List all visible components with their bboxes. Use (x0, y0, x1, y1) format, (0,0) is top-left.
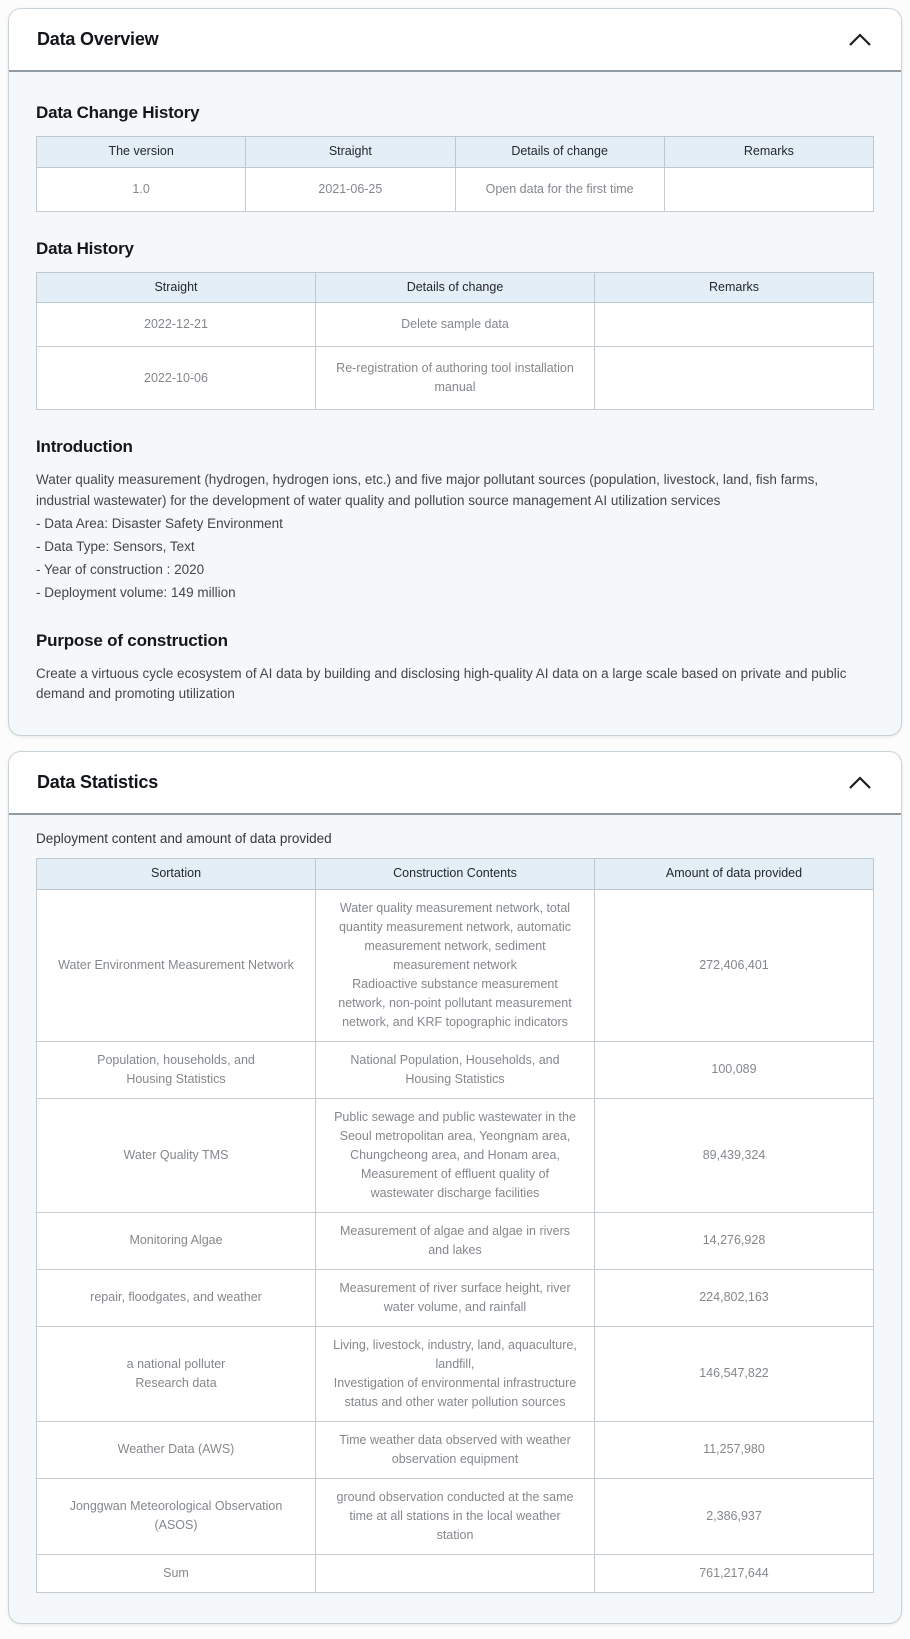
table-cell (595, 303, 874, 347)
column-header: Remarks (595, 272, 874, 303)
table-cell (664, 167, 873, 211)
chevron-up-icon[interactable] (847, 31, 873, 49)
introduction-text (36, 470, 874, 604)
table-cell: Time weather data observed with weather observation equipment (316, 1421, 595, 1478)
column-header: The version (37, 137, 246, 168)
table-row (37, 1098, 874, 1212)
purpose-heading: Purpose of construction (36, 630, 228, 650)
table-cell: 2022-12-21 (37, 303, 316, 347)
table-header-row (37, 859, 874, 890)
table-cell: 1.0 (37, 167, 246, 211)
column-header: Details of change (455, 137, 664, 168)
table-cell: Jonggwan Meteorological Observation (ASOS) (37, 1478, 316, 1554)
data-overview-title: Data Overview (37, 29, 159, 49)
statistics-subtitle: Deployment content and amount of data provided (36, 831, 332, 847)
table-header-row (37, 272, 874, 303)
table-row (37, 1269, 874, 1326)
table-cell: repair, floodgates, and weather (37, 1269, 316, 1326)
table-cell: a national polluter Research data (37, 1326, 316, 1421)
table-row (37, 1478, 874, 1554)
column-header: Remarks (664, 137, 873, 168)
table-row (37, 1421, 874, 1478)
data-overview-body (9, 72, 901, 735)
table-cell: 272,406,401 (595, 889, 874, 1041)
table-cell: Measurement of algae and algae in rivers and lakes (316, 1212, 595, 1269)
column-header: Details of change (316, 272, 595, 303)
purpose-text: Create a virtuous cycle ecosystem of AI data by building and disclosing high-quality AI data on a large scale based on private and public demand and promoting utilization (36, 665, 847, 702)
column-header: Sortation (37, 859, 316, 890)
table-cell: ground observation conducted at the same time at all stations in the local weather station (316, 1478, 595, 1554)
column-header: Amount of data provided (595, 859, 874, 890)
data-overview-header[interactable] (9, 9, 901, 72)
text-line: - Data Area: Disaster Safety Environment (36, 515, 283, 531)
table-cell: 2022-10-06 (37, 347, 316, 410)
table-cell: Monitoring Algae (37, 1212, 316, 1269)
table-cell: 14,276,928 (595, 1212, 874, 1269)
table-cell (595, 347, 874, 410)
table-row (37, 347, 874, 410)
text-line: Water quality measurement (hydrogen, hydrogen ions, etc.) and five major pollutant sources (population, livestock, land, fish farms, industrial wastewater) for the development of water quality and pollution source management AI utilization services (36, 472, 819, 508)
column-header: Straight (37, 272, 316, 303)
table-cell: 761,217,644 (595, 1554, 874, 1592)
table-row (37, 167, 874, 211)
text-line: - Year of construction : 2020 (36, 561, 205, 577)
table-cell: Sum (37, 1554, 316, 1592)
table-cell: 89,439,324 (595, 1098, 874, 1212)
table-cell: 146,547,822 (595, 1326, 874, 1421)
table-row (37, 1041, 874, 1098)
table-cell: Water quality measurement network, total quantity measurement network, automatic measurement network, sediment measurement network Radioactive substance measurement network, non-point pollutant measurement network, and KRF topographic indicators (316, 889, 595, 1041)
data-statistics-body (9, 815, 901, 1623)
statistics-table (36, 858, 874, 1593)
table-cell: Water Environment Measurement Network (37, 889, 316, 1041)
table-cell: National Population, Households, and Housing Statistics (316, 1041, 595, 1098)
table-cell: 100,089 (595, 1041, 874, 1098)
text-line: - Deployment volume: 149 million (36, 584, 236, 600)
data-overview-card (8, 8, 902, 736)
table-row (37, 1554, 874, 1592)
table-cell: 224,802,163 (595, 1269, 874, 1326)
introduction-heading: Introduction (36, 437, 133, 456)
table-cell: Re-registration of authoring tool installation manual (316, 347, 595, 410)
table-cell: 2021-06-25 (246, 167, 455, 211)
data-statistics-card (8, 751, 902, 1624)
table-row (37, 303, 874, 347)
data-history-heading: Data History (36, 238, 134, 258)
table-cell: Public sewage and public wastewater in the Seoul metropolitan area, Yeongnam area, Chungcheong area, and Honam area, Measurement of effluent quality of wastewater discharge facilities (316, 1098, 595, 1212)
change-history-table (36, 136, 874, 212)
table-cell: 2,386,937 (595, 1478, 874, 1554)
column-header: Straight (246, 137, 455, 168)
column-header: Construction Contents (316, 859, 595, 890)
table-cell: Delete sample data (316, 303, 595, 347)
table-cell: Living, livestock, industry, land, aquaculture, landfill, Investigation of environmental infrastructure status and other water pollution sources (316, 1326, 595, 1421)
table-row (37, 1212, 874, 1269)
text-line: - Data Type: Sensors, Text (36, 538, 195, 554)
table-cell: Open data for the first time (455, 167, 664, 211)
table-row (37, 1326, 874, 1421)
change-history-heading: Data Change History (36, 103, 200, 122)
table-cell: Population, households, and Housing Statistics (37, 1041, 316, 1098)
data-statistics-header[interactable] (9, 752, 901, 815)
table-row (37, 889, 874, 1041)
table-cell: Weather Data (AWS) (37, 1421, 316, 1478)
table-cell: Measurement of river surface height, river water volume, and rainfall (316, 1269, 595, 1326)
table-header-row (37, 137, 874, 168)
table-cell: Water Quality TMS (37, 1098, 316, 1212)
table-cell: 11,257,980 (595, 1421, 874, 1478)
table-cell (316, 1554, 595, 1592)
data-statistics-title: Data Statistics (37, 772, 159, 793)
data-history-table (36, 272, 874, 411)
chevron-up-icon[interactable] (847, 774, 873, 792)
